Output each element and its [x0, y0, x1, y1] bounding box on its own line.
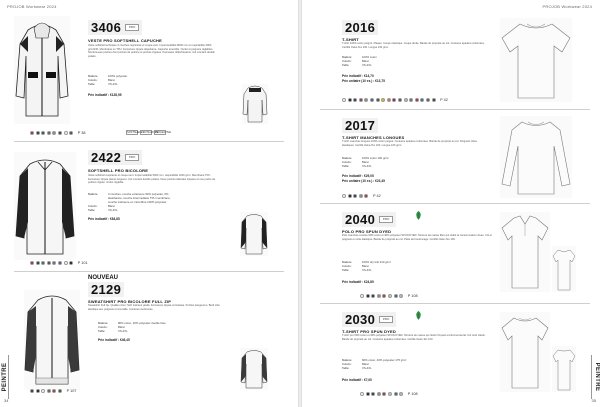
feature-badges	[126, 130, 171, 135]
page-reference: P 42	[372, 194, 381, 198]
product-subtitle: T-SHIRT MANCHES LONGUES	[342, 135, 405, 140]
color-swatch	[359, 98, 363, 102]
product-description: T-shirt pro 60% coton et 40% polyester SPUN DYED. Teinture de masse qui réduit l'impact environnemental. Col rond côtelé. Bande de propreté au col. Coutures épaules renforcées. Certifié Oeko-Tex 100.	[342, 334, 486, 341]
product-image-2040	[500, 212, 550, 292]
color-swatch	[399, 294, 403, 298]
right-page	[302, 0, 600, 407]
product-2017	[320, 112, 590, 204]
running-head: PROJOB Workwear 2024	[542, 4, 592, 9]
color-swatch	[47, 389, 51, 393]
color-swatch	[394, 392, 398, 396]
color-swatch	[64, 131, 68, 135]
new-label: NOUVEAU	[88, 275, 119, 281]
color-swatch	[64, 261, 68, 265]
color-swatch	[30, 261, 34, 265]
side-tab	[591, 355, 600, 399]
color-swatch	[426, 98, 430, 102]
color-swatches	[360, 294, 418, 298]
product-subtitle: SOFTSHELL PRO BICOLORE	[88, 168, 149, 173]
color-swatch	[404, 98, 408, 102]
running-head: PROJOB Workwear 2024	[7, 4, 57, 9]
product-code: 2017	[345, 118, 376, 133]
product-specs: Matière: 80% coton, 20% polyester double face Coloris: Blanc Taille: XS-4XL	[98, 321, 166, 333]
product-3406	[14, 14, 284, 142]
product-back-image	[240, 212, 268, 256]
page-reference: P 108	[407, 294, 418, 298]
color-swatch	[36, 389, 40, 393]
side-tab-label: PEINTRE	[1, 362, 8, 392]
product-price: Prix indicatif : €24,89	[342, 280, 374, 284]
product-2422	[14, 144, 284, 272]
product-specs: Matière: 100% coton 160 g/m² Coloris: Blanc Taille: XS-4XL	[342, 156, 389, 168]
color-swatch	[394, 294, 398, 298]
color-swatch	[348, 98, 352, 102]
product-specs: Matière: 100% coton Coloris: Blanc Taille: XS-4XL	[342, 55, 377, 67]
color-swatch	[342, 194, 346, 198]
color-swatch	[392, 98, 396, 102]
color-swatch	[47, 131, 51, 135]
color-swatch	[36, 131, 40, 135]
side-tab-label: PEINTRE	[593, 362, 600, 392]
page-number: 35	[591, 398, 596, 403]
page-reference: P 42	[440, 98, 448, 102]
color-swatch	[377, 392, 381, 396]
product-code: 3406	[91, 20, 122, 35]
product-price: Prix indicatif : €46,45	[98, 338, 130, 342]
badge-reflective: REFLECTIVE	[155, 131, 171, 134]
bicolor-softshell-image	[14, 152, 76, 260]
product-back-image	[552, 246, 576, 292]
product-back-image	[242, 84, 268, 124]
sweatshirt-back-image	[240, 348, 268, 390]
product-specs: Matière: 3 couches: couche extérieure 94% polyester, 6% élasthanne; couche intermédiaire TPU membrane; couche intérieure en microfibre 100% polyester Coloris: Blanc Taille: XS-4XL	[88, 192, 171, 212]
color-swatch	[409, 98, 413, 102]
color-swatch	[360, 294, 364, 298]
color-swatch	[364, 98, 368, 102]
product-price: Prix indicatif : €84,85	[88, 217, 120, 221]
product-price-bulk: Prix unitaire (10 ex.) : €13,75	[342, 79, 385, 83]
color-swatch	[52, 131, 56, 135]
product-code: 2040	[345, 212, 376, 227]
color-swatch	[52, 389, 56, 393]
product-divider	[320, 109, 590, 110]
product-description: Veste softshell technique 3 couches respirante et coupe-vent. Imperméabilité 8000 mm et respirabilité 3000 g/m²/24h. Membrane en TPU. Fermeture zippée déperlante. Capuche amovible. Ourlet et poignets réglables. Nombreuses poches dont poches de poitrine et poches zippées. Panneaux réfléchissants. Col montant doublé polaire.	[88, 44, 215, 58]
color-swatch	[388, 294, 392, 298]
color-swatch	[381, 98, 385, 102]
product-specs: Matière: 100% dry knit 210 g/m² Coloris: Blanc Taille: XS-4XL	[342, 260, 391, 272]
product-price: Prix indicatif : €7,00	[342, 378, 372, 382]
product-subtitle: POLO PRO SPUN DYED	[342, 229, 392, 234]
product-code: 2016	[345, 20, 376, 35]
color-swatch	[364, 194, 368, 198]
product-image-2030	[500, 312, 550, 392]
color-swatch	[47, 261, 51, 265]
color-swatch	[359, 194, 363, 198]
product-code-box	[88, 20, 142, 35]
color-swatch	[30, 131, 34, 135]
polo-image	[500, 212, 550, 292]
product-image-2016	[500, 18, 572, 102]
product-image-2129	[24, 290, 80, 390]
side-tab	[0, 355, 9, 399]
product-divider	[14, 271, 284, 272]
product-price: Prix indicatif : €29,05	[342, 174, 374, 178]
color-swatch	[41, 131, 45, 135]
badge-softshell: SOFTSHELL	[127, 131, 143, 134]
product-description: T-shirt 100% coton peigné. Plaqué. Coupe classique. Coupe droite. Bande de propreté au col. Coutures épaules renforcées. Certifié Oeko-Tex 100. Longue 160 g/m².	[342, 42, 485, 49]
softshell-jacket-image	[14, 16, 70, 124]
color-swatch	[398, 98, 402, 102]
color-swatch	[399, 392, 403, 396]
page-reference: P 101	[77, 261, 88, 265]
jacket-back-image	[242, 84, 268, 124]
color-swatch	[371, 392, 375, 396]
page-reference: P 108	[407, 392, 418, 396]
badge-ventilation: VENTILATION	[141, 131, 158, 134]
product-price: Prix indicatif : €128,95	[88, 93, 122, 97]
product-2040	[320, 206, 590, 304]
product-image-2422	[14, 152, 76, 260]
product-description: T-shirt manches longues 100% coton peigné. Coutures épaules renforcées. Bande de propreté au col. Poignets côtes élastiques. Certifié Oeko-Tex 100. Longue 160 g/m².	[342, 140, 477, 147]
product-subtitle: SWEATSHIRT PRO BICOLORE FULL ZIP	[88, 299, 172, 304]
product-price-bulk: Prix unitaire (10 ex.) : €23,45	[342, 179, 385, 183]
product-code-box	[342, 312, 396, 327]
product-price: Prix indicatif : €14,70	[342, 74, 374, 78]
color-swatches	[30, 389, 76, 393]
tshirt-back-image	[552, 346, 576, 392]
color-swatch	[69, 131, 73, 135]
color-swatches	[30, 131, 86, 135]
product-specs: Matière: 100% polyester Coloris: Blanc Taille: XS-4XL	[88, 74, 128, 86]
tshirt-image	[500, 18, 572, 102]
tshirt-pro-image	[500, 312, 550, 392]
eco-leaf-icon	[414, 210, 423, 221]
color-swatch	[353, 194, 357, 198]
color-swatch	[366, 294, 370, 298]
color-swatch	[58, 261, 62, 265]
product-code-box	[342, 20, 378, 35]
color-swatch	[342, 98, 346, 102]
polo-back-image	[552, 246, 576, 292]
product-specs: Matière: 60% coton, 40% polyester 175 g/m² Coloris: Blanc Taille: XS-4XL	[342, 358, 407, 370]
color-swatches	[342, 194, 381, 198]
color-swatch	[376, 98, 380, 102]
color-swatches	[342, 98, 448, 102]
color-swatch	[387, 98, 391, 102]
product-code-box	[88, 150, 142, 165]
color-swatch	[52, 261, 56, 265]
longsleeve-tshirt-image	[500, 116, 572, 198]
product-back-image	[552, 346, 576, 392]
color-swatches	[30, 261, 88, 265]
product-description: Sweatshirt Full zip. Qualité coton ‘Soft’ intérieur gratté. Fermeture zippée contrastée. Poches kangourou. Bord côte élastique aux poignets et à la taille. Coutures renforcées.	[88, 304, 220, 311]
product-divider	[320, 303, 590, 304]
product-code-box	[342, 212, 396, 227]
product-image-2017	[500, 116, 572, 198]
product-divider	[320, 203, 590, 204]
color-swatch	[58, 389, 62, 393]
product-description: Veste softshell respirante et coupe-vent. Imperméabilité 5000 mm, respirabilité 1000 g/m². Membrane TPU. Fermeture zippée pleine longueur. Col montant doublé polaire. Deux poches latérales zippées et une poche de poitrine zippée. Ourlet réglable.	[88, 174, 216, 185]
product-2129	[14, 274, 284, 400]
pro-badge: PRO	[379, 316, 393, 323]
color-swatch	[360, 392, 364, 396]
product-subtitle: VESTE PRO SOFTSHELL CAPUCHE	[88, 38, 163, 43]
color-swatch	[415, 98, 419, 102]
product-code-box	[88, 282, 124, 297]
product-2030	[320, 306, 590, 402]
product-back-image	[240, 348, 268, 390]
color-swatch	[353, 98, 357, 102]
product-subtitle: T-SHIRT PRO SPUN DYED	[342, 329, 396, 334]
color-swatch	[388, 392, 392, 396]
page-reference: P 38	[77, 131, 86, 135]
product-subtitle: T-SHIRT	[342, 37, 359, 42]
product-divider	[14, 141, 284, 142]
color-swatch	[432, 98, 436, 102]
left-page	[0, 0, 298, 407]
product-2016	[320, 14, 590, 110]
color-swatch	[370, 98, 374, 102]
color-swatches	[360, 392, 418, 396]
color-swatch	[41, 389, 45, 393]
sweatshirt-image	[24, 290, 80, 390]
pro-badge: PRO	[125, 154, 139, 161]
page-reference: P 107	[66, 389, 77, 393]
color-swatch	[69, 261, 73, 265]
product-image-3406	[14, 16, 70, 124]
product-code-box	[342, 118, 378, 133]
color-swatch	[41, 261, 45, 265]
softshell-back-image	[240, 212, 268, 256]
page-number: 34	[4, 398, 9, 403]
color-swatch	[30, 389, 34, 393]
color-swatch	[348, 194, 352, 198]
pro-badge: PRO	[379, 216, 393, 223]
color-swatch	[366, 392, 370, 396]
product-code: 2129	[91, 282, 122, 297]
product-code: 2030	[345, 312, 376, 327]
product-description: Polo manches courtes 60% coton et 40% polyester SPUN DYED. Teinture de masse fibre qui réduit la consommation d'eau. Col et poignets en côte élastique. Bande de propreté au col. Patte de boutonnage. Certifié Oeko-Tex 100.	[342, 234, 492, 241]
color-swatch	[58, 131, 62, 135]
color-swatch	[377, 294, 381, 298]
color-swatch	[382, 392, 386, 396]
eco-leaf-icon	[414, 310, 423, 321]
color-swatch	[36, 261, 40, 265]
color-swatch	[371, 294, 375, 298]
pro-badge: PRO	[125, 24, 139, 31]
color-swatch	[420, 98, 424, 102]
product-code: 2422	[91, 150, 122, 165]
color-swatch	[382, 294, 386, 298]
